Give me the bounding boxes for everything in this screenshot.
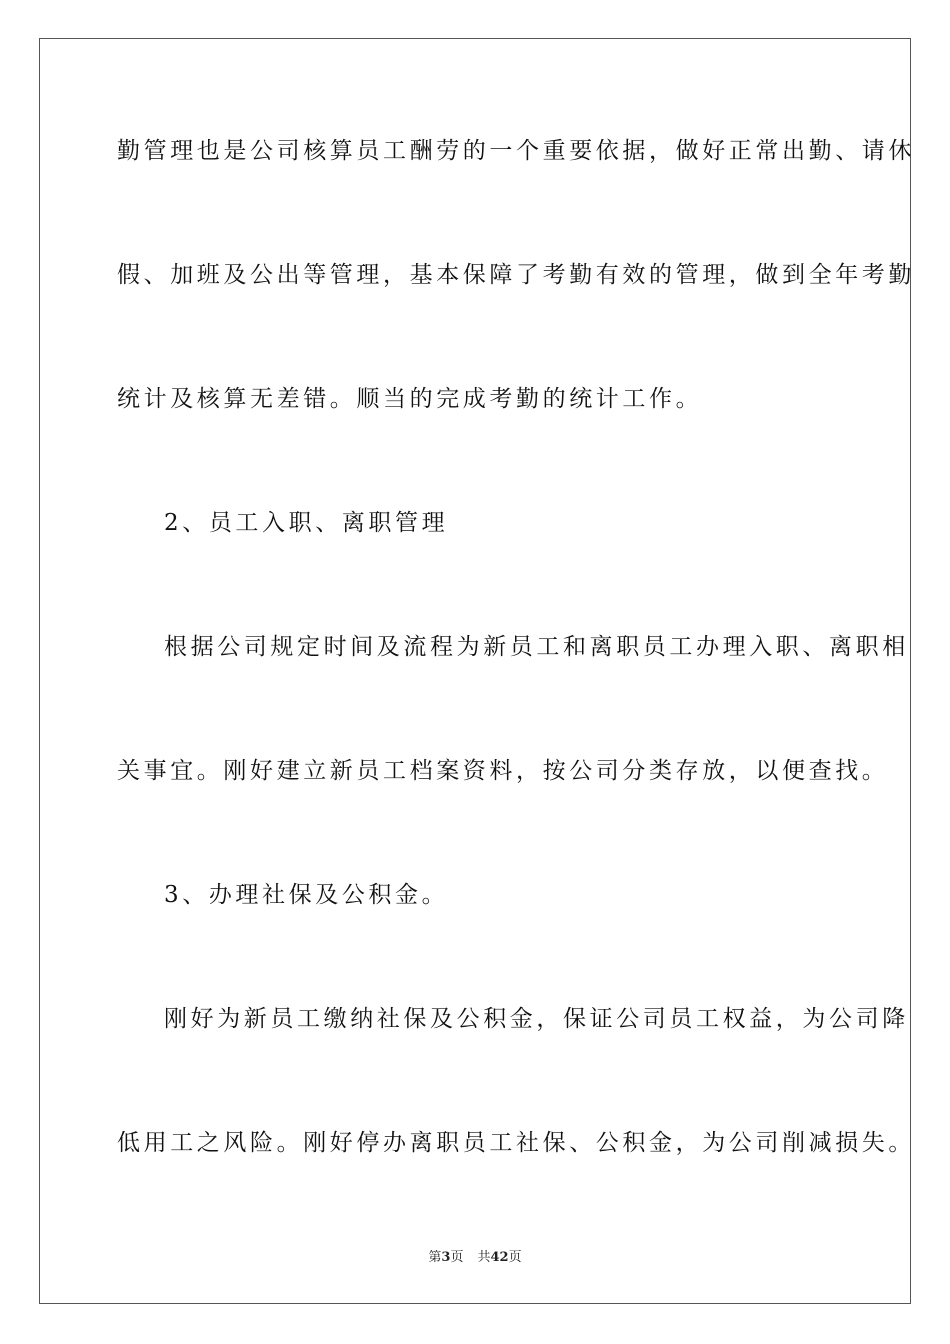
- text-line: 统计及核算无差错。顺当的完成考勤的统计工作。: [117, 386, 703, 412]
- total-pages: 42: [490, 1250, 509, 1265]
- total-suffix: 页: [508, 1250, 522, 1265]
- section-heading: 3、办理社保及公积金。: [164, 882, 449, 908]
- total-prefix: 共: [477, 1250, 491, 1265]
- section-heading: 2、员工入职、离职管理: [164, 510, 449, 536]
- text-line: 刚好为新员工缴纳社保及公积金，保证公司员工权益，为公司降: [164, 1006, 909, 1032]
- page-prefix: 第: [428, 1250, 442, 1265]
- page-number: 3: [441, 1250, 451, 1265]
- page-footer: [0, 1246, 950, 1265]
- text-line: 低用工之风险。刚好停办离职员工社保、公积金，为公司削减损失。: [117, 1130, 915, 1156]
- text-line: 关事宜。刚好建立新员工档案资料，按公司分类存放，以便查找。: [117, 758, 889, 784]
- text-line: 假、加班及公出等管理，基本保障了考勤有效的管理，做到全年考勤: [117, 262, 915, 288]
- page-border: [39, 38, 911, 1304]
- text-line: 根据公司规定时间及流程为新员工和离职员工办理入职、离职相: [164, 634, 909, 660]
- page-suffix: 页: [450, 1250, 464, 1265]
- text-line: 勤管理也是公司核算员工酬劳的一个重要依据，做好正常出勤、请休: [117, 138, 915, 164]
